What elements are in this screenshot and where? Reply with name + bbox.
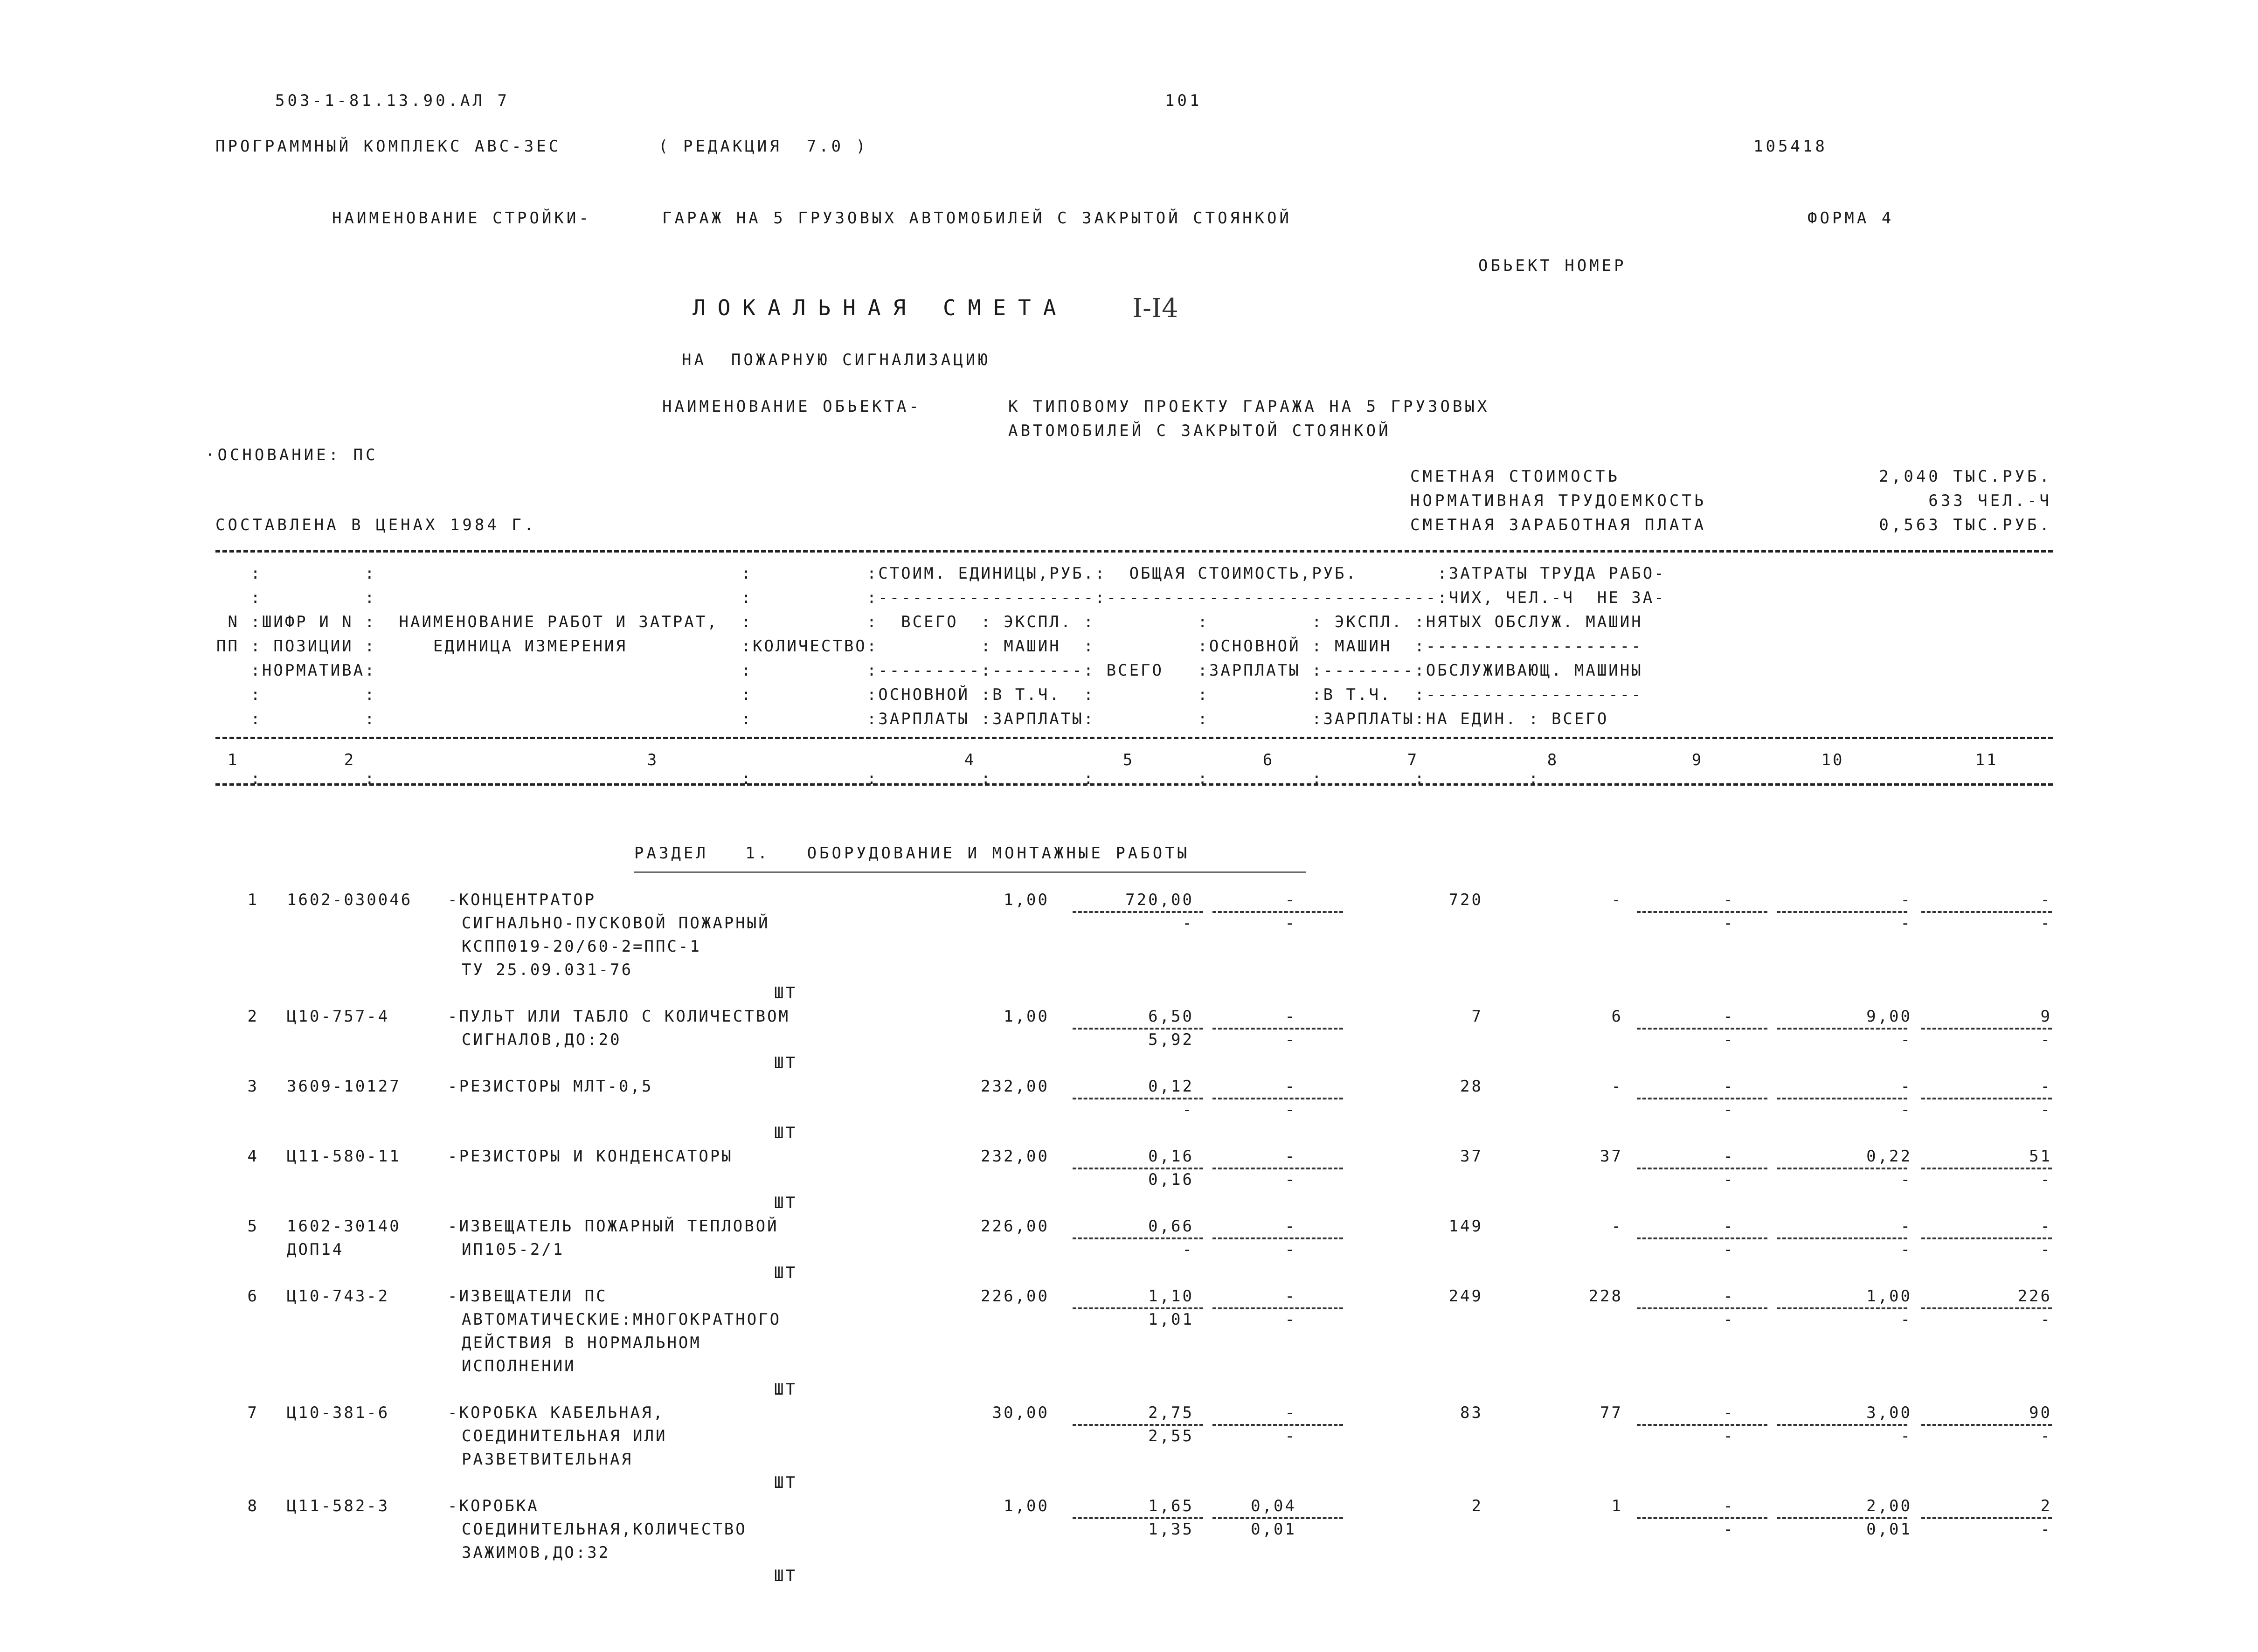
summary-label-cost: СМЕТНАЯ СТОИМОСТЬ xyxy=(1410,467,1620,486)
subtotal-rule xyxy=(1637,1424,1767,1426)
page-number: 101 xyxy=(1165,91,1202,110)
row-unit-machine: - xyxy=(1285,1007,1296,1026)
row-machine: - xyxy=(1723,1497,1735,1515)
row-unit: ШТ xyxy=(774,1124,797,1142)
row-labor-total: - xyxy=(2040,1077,2052,1096)
row-labor-total: 226 xyxy=(2017,1287,2052,1306)
row-unit-machine-wage: - xyxy=(1285,1170,1296,1189)
row-unit-wage: 5,92 xyxy=(1148,1030,1194,1049)
subtotal-rule xyxy=(1777,911,1907,913)
column-number: 4 xyxy=(964,751,976,769)
doc-code: 503-1-81.13.90.АЛ 7 xyxy=(275,91,510,110)
row-machine-wage: - xyxy=(1723,1310,1735,1329)
row-wage: 6 xyxy=(1611,1007,1623,1026)
row-code: Ц10-381-6 xyxy=(287,1403,390,1422)
subtotal-rule xyxy=(1777,1307,1907,1309)
row-name-line: ДЕЙСТВИЯ В НОРМАЛЬНОМ xyxy=(462,1334,701,1352)
row-unit: ШТ xyxy=(774,1567,797,1585)
row-name-line: РАЗВЕТВИТЕЛЬНАЯ xyxy=(462,1450,633,1469)
row-unit-total: 1,65 xyxy=(1148,1497,1194,1515)
row-labor-service-unit: - xyxy=(1900,1310,1912,1329)
column-number: 11 xyxy=(1975,751,1998,769)
row-machine-wage: - xyxy=(1723,1030,1735,1049)
row-machine: - xyxy=(1723,1217,1735,1236)
program-edition: ( РЕДАКЦИЯ 7.0 ) xyxy=(658,137,868,156)
row-unit: ШТ xyxy=(774,1473,797,1492)
row-machine: - xyxy=(1723,1007,1735,1026)
row-labor-total: 9 xyxy=(2040,1007,2052,1026)
row-labor-service-total: - xyxy=(2040,1170,2052,1189)
subtotal-rule xyxy=(1073,1307,1203,1309)
row-name-line: СИГНАЛЬНО-ПУСКОВОЙ ПОЖАРНЫЙ xyxy=(462,914,770,933)
row-wage: 77 xyxy=(1600,1403,1623,1422)
subtotal-rule xyxy=(1073,1028,1203,1030)
row-name-line: КСПП019-20/60-2=ППС-1 xyxy=(462,937,701,956)
table-header-line: : : : :ОСНОВНОЙ :В Т.Ч. : : :В Т.Ч. :------------------- xyxy=(216,685,1643,704)
row-quantity: 232,00 xyxy=(981,1147,1049,1166)
row-labor-unit: 0,22 xyxy=(1866,1147,1912,1166)
row-unit-wage: 0,16 xyxy=(1148,1170,1194,1189)
summary-value-wage: 0,563 ТЫС.РУБ. xyxy=(1879,516,2052,534)
row-quantity: 30,00 xyxy=(992,1403,1049,1422)
row-unit-machine-wage: - xyxy=(1285,1240,1296,1259)
row-name-line: СИГНАЛОВ,ДО:20 xyxy=(462,1030,622,1049)
row-total: 720 xyxy=(1448,891,1483,909)
column-number: 6 xyxy=(1262,751,1274,769)
row-code: Ц10-757-4 xyxy=(287,1007,390,1026)
row-number: 8 xyxy=(247,1497,259,1515)
subtotal-rule xyxy=(1637,1237,1767,1239)
column-number-separators: : : : : : : : : : : xyxy=(216,769,1655,788)
row-name-line: СОЕДИНИТЕЛЬНАЯ ИЛИ xyxy=(462,1427,667,1445)
subtotal-rule xyxy=(1212,1098,1343,1099)
row-unit: ШТ xyxy=(774,1264,797,1282)
summary-value-labor: 633 ЧЕЛ.-Ч xyxy=(1928,491,2052,510)
row-labor-service-unit: - xyxy=(1900,1170,1912,1189)
row-quantity: 1,00 xyxy=(1004,1007,1049,1026)
row-machine: - xyxy=(1723,1077,1735,1096)
estimate-title: ЛОКАЛЬНАЯ СМЕТА xyxy=(693,295,1068,320)
subtotal-rule xyxy=(1637,1307,1767,1309)
row-labor-service-total: - xyxy=(2040,914,2052,933)
row-machine-wage: - xyxy=(1723,1427,1735,1445)
row-labor-unit: - xyxy=(1900,1077,1912,1096)
row-name-line: ИП105-2/1 xyxy=(462,1240,565,1259)
row-code: 1602-030046 xyxy=(287,891,413,909)
row-number: 5 xyxy=(247,1217,259,1236)
form-label: ФОРМА 4 xyxy=(1808,209,1894,228)
row-quantity: 226,00 xyxy=(981,1217,1049,1236)
row-total: 7 xyxy=(1471,1007,1483,1026)
row-unit: ШТ xyxy=(774,1054,797,1072)
object-name-line-1: К ТИПОВОМУ ПРОЕКТУ ГАРАЖА НА 5 ГРУЗОВЫХ xyxy=(1008,397,1490,416)
row-machine-wage: - xyxy=(1723,914,1735,933)
row-total: 249 xyxy=(1448,1287,1483,1306)
row-name-line: -КОНЦЕНТРАТОР xyxy=(448,891,596,909)
row-wage: 228 xyxy=(1588,1287,1623,1306)
doc-number: 105418 xyxy=(1753,137,1828,156)
row-unit-machine-wage: 0,01 xyxy=(1251,1520,1296,1539)
table-header-line: : : : :-------------------:-----------------------------:ЧИХ, ЧЕЛ.-Ч НЕ ЗА- xyxy=(216,588,1666,607)
row-labor-unit: - xyxy=(1900,1217,1912,1236)
row-name-line: ЗАЖИМОВ,ДО:32 xyxy=(462,1543,610,1562)
row-labor-unit: 1,00 xyxy=(1866,1287,1912,1306)
row-labor-unit: 9,00 xyxy=(1866,1007,1912,1026)
column-number: 7 xyxy=(1407,751,1419,769)
subtotal-rule xyxy=(1777,1098,1907,1099)
subtotal-rule xyxy=(1637,1517,1767,1519)
column-number: 10 xyxy=(1821,751,1844,769)
subtotal-rule xyxy=(1212,1307,1343,1309)
row-quantity: 226,00 xyxy=(981,1287,1049,1306)
subtotal-rule xyxy=(1921,1237,2052,1239)
table-header-line: : : : :СТОИМ. ЕДИНИЦЫ,РУБ.: ОБЩАЯ СТОИМОСТЬ,РУБ. :ЗАТРАТЫ ТРУДА РАБО- xyxy=(216,564,1666,583)
subtotal-rule xyxy=(1637,1168,1767,1169)
row-total: 83 xyxy=(1460,1403,1483,1422)
row-unit-total: 0,16 xyxy=(1148,1147,1194,1166)
row-name-line: -РЕЗИСТОРЫ МЛТ-0,5 xyxy=(448,1077,653,1096)
row-unit-wage: 1,35 xyxy=(1148,1520,1194,1539)
row-total: 28 xyxy=(1460,1077,1483,1096)
basis: ·ОСНОВАНИЕ: ПС xyxy=(205,446,378,464)
subtotal-rule xyxy=(1212,1424,1343,1426)
subtotal-rule xyxy=(1073,1098,1203,1099)
row-number: 7 xyxy=(247,1403,259,1422)
section-underline xyxy=(634,871,1306,873)
row-machine-wage: - xyxy=(1723,1170,1735,1189)
subtotal-rule xyxy=(1921,911,2052,913)
row-unit-machine-wage: - xyxy=(1285,1310,1296,1329)
row-labor-service-unit: - xyxy=(1900,1030,1912,1049)
table-header-line: :НОРМАТИВА: : :---------:--------: ВСЕГО :ЗАРПЛАТЫ :--------:ОБСЛУЖИВАЮЩ. МАШИНЫ xyxy=(216,661,1643,680)
row-quantity: 1,00 xyxy=(1004,1497,1049,1515)
row-name-line: СОЕДИНИТЕЛЬНАЯ,КОЛИЧЕСТВО xyxy=(462,1520,747,1539)
row-number: 1 xyxy=(247,891,259,909)
row-number: 3 xyxy=(247,1077,259,1096)
summary-label-labor: НОРМАТИВНАЯ ТРУДОЕМКОСТЬ xyxy=(1410,491,1707,510)
subtotal-rule xyxy=(1777,1517,1907,1519)
row-machine: - xyxy=(1723,891,1735,909)
row-machine: - xyxy=(1723,1287,1735,1306)
row-number: 2 xyxy=(247,1007,259,1026)
subtotal-rule xyxy=(1212,1517,1343,1519)
row-labor-service-total: - xyxy=(2040,1100,2052,1119)
row-name-line: -ИЗВЕЩАТЕЛИ ПС xyxy=(448,1287,608,1306)
row-total: 37 xyxy=(1460,1147,1483,1166)
row-unit: ШТ xyxy=(774,1380,797,1399)
row-unit-machine-wage: - xyxy=(1285,914,1296,933)
row-unit-total: 720,00 xyxy=(1125,891,1194,909)
row-unit: ШТ xyxy=(774,984,797,1002)
row-name-line: -ПУЛЬТ ИЛИ ТАБЛО С КОЛИЧЕСТВОМ xyxy=(448,1007,790,1026)
row-code: 3609-10127 xyxy=(287,1077,401,1096)
row-name-line: -РЕЗИСТОРЫ И КОНДЕНСАТОРЫ xyxy=(448,1147,733,1166)
row-name-line: АВТОМАТИЧЕСКИЕ:МНОГОКРАТНОГО xyxy=(462,1310,782,1329)
price-basis: СОСТАВЛЕНА В ЦЕНАХ 1984 Г. xyxy=(215,516,537,534)
construction-name: ГАРАЖ НА 5 ГРУЗОВЫХ АВТОМОБИЛЕЙ С ЗАКРЫТОЙ СТОЯНКОЙ xyxy=(662,209,1292,228)
row-unit-wage: - xyxy=(1182,1240,1194,1259)
object-number-label: ОБЬЕКТ НОМЕР xyxy=(1478,256,1627,275)
row-unit-machine: 0,04 xyxy=(1251,1497,1296,1515)
row-name-line: ИСПОЛНЕНИИ xyxy=(462,1357,576,1376)
row-unit-machine-wage: - xyxy=(1285,1427,1296,1445)
subtotal-rule xyxy=(1073,911,1203,913)
section-title: РАЗДЕЛ 1. ОБОРУДОВАНИЕ И МОНТАЖНЫЕ РАБОТЫ xyxy=(634,844,1190,863)
subtotal-rule xyxy=(1212,1028,1343,1030)
row-number: 6 xyxy=(247,1287,259,1306)
row-unit-machine: - xyxy=(1285,1077,1296,1096)
row-labor-total: 51 xyxy=(2029,1147,2052,1166)
row-labor-total: - xyxy=(2040,1217,2052,1236)
row-code: 1602-30140 xyxy=(287,1217,401,1236)
row-labor-service-unit: - xyxy=(1900,914,1912,933)
row-unit-machine: - xyxy=(1285,1287,1296,1306)
subtotal-rule xyxy=(1921,1168,2052,1169)
subtotal-rule xyxy=(1073,1424,1203,1426)
row-number: 4 xyxy=(247,1147,259,1166)
row-total: 2 xyxy=(1471,1497,1483,1515)
column-number: 2 xyxy=(344,751,356,769)
object-name-line-2: АВТОМОБИЛЕЙ С ЗАКРЫТОЙ СТОЯНКОЙ xyxy=(1008,422,1391,440)
row-name-line: ТУ 25.09.031-76 xyxy=(462,961,633,979)
header-rule xyxy=(215,737,2053,739)
row-labor-service-unit: - xyxy=(1900,1100,1912,1119)
row-unit-total: 2,75 xyxy=(1148,1403,1194,1422)
row-unit-total: 1,10 xyxy=(1148,1287,1194,1306)
column-number: 3 xyxy=(647,751,659,769)
subtotal-rule xyxy=(1637,911,1767,913)
row-wage: - xyxy=(1611,1077,1623,1096)
row-labor-service-total: - xyxy=(2040,1520,2052,1539)
object-label: НАИМЕНОВАНИЕ ОБЬЕКТА- xyxy=(662,397,921,416)
column-number: 1 xyxy=(227,751,239,769)
column-number: 5 xyxy=(1122,751,1135,769)
subtotal-rule xyxy=(1921,1307,2052,1309)
row-unit-machine: - xyxy=(1285,1147,1296,1166)
row-code-extra: ДОП14 xyxy=(287,1240,344,1259)
column-number: 8 xyxy=(1547,751,1559,769)
row-unit-wage: - xyxy=(1182,1100,1194,1119)
subtotal-rule xyxy=(1921,1424,2052,1426)
subtotal-rule xyxy=(1637,1028,1767,1030)
estimate-number: I-I4 xyxy=(1132,293,1178,324)
row-name-line: -ИЗВЕЩАТЕЛЬ ПОЖАРНЫЙ ТЕПЛОВОЙ xyxy=(448,1217,779,1236)
subtotal-rule xyxy=(1777,1028,1907,1030)
row-wage: - xyxy=(1611,1217,1623,1236)
row-labor-unit: 2,00 xyxy=(1866,1497,1912,1515)
row-code: Ц10-743-2 xyxy=(287,1287,390,1306)
row-quantity: 232,00 xyxy=(981,1077,1049,1096)
row-labor-unit: 3,00 xyxy=(1866,1403,1912,1422)
row-unit-machine: - xyxy=(1285,1217,1296,1236)
row-unit-total: 0,12 xyxy=(1148,1077,1194,1096)
program-name: ПРОГРАММНЫЙ КОМПЛЕКС АВС-3ЕС xyxy=(215,137,561,156)
row-code: Ц11-580-11 xyxy=(287,1147,401,1166)
subtotal-rule xyxy=(1073,1168,1203,1169)
subtotal-rule xyxy=(1073,1517,1203,1519)
row-unit-total: 0,66 xyxy=(1148,1217,1194,1236)
column-number: 9 xyxy=(1691,751,1704,769)
row-labor-service-total: - xyxy=(2040,1427,2052,1445)
row-unit-machine: - xyxy=(1285,891,1296,909)
row-labor-service-unit: 0,01 xyxy=(1866,1520,1912,1539)
row-labor-service-total: - xyxy=(2040,1240,2052,1259)
subtotal-rule xyxy=(1921,1517,2052,1519)
row-machine-wage: - xyxy=(1723,1100,1735,1119)
row-labor-total: 2 xyxy=(2040,1497,2052,1515)
subtotal-rule xyxy=(1637,1098,1767,1099)
row-wage: 37 xyxy=(1600,1147,1623,1166)
subtotal-rule xyxy=(1777,1237,1907,1239)
summary-value-cost: 2,040 ТЫС.РУБ. xyxy=(1879,467,2052,486)
row-labor-total: 90 xyxy=(2029,1403,2052,1422)
row-unit-machine-wage: - xyxy=(1285,1100,1296,1119)
row-unit-machine-wage: - xyxy=(1285,1030,1296,1049)
table-bottom-rule xyxy=(215,783,2053,786)
table-header-line: : : : :ЗАРПЛАТЫ :ЗАРПЛАТЫ: : :ЗАРПЛАТЫ:НА ЕДИН. : ВСЕГО xyxy=(216,710,1609,728)
row-wage: - xyxy=(1611,891,1623,909)
row-quantity: 1,00 xyxy=(1004,891,1049,909)
subtotal-rule xyxy=(1212,911,1343,913)
row-unit: ШТ xyxy=(774,1194,797,1212)
subtotal-rule xyxy=(1777,1424,1907,1426)
row-name-line: -КОРОБКА xyxy=(448,1497,539,1515)
row-unit-wage: 1,01 xyxy=(1148,1310,1194,1329)
subtotal-rule xyxy=(1921,1028,2052,1030)
row-unit-total: 6,50 xyxy=(1148,1007,1194,1026)
subtotal-rule xyxy=(1212,1168,1343,1169)
row-machine-wage: - xyxy=(1723,1240,1735,1259)
row-labor-service-total: - xyxy=(2040,1310,2052,1329)
row-machine: - xyxy=(1723,1403,1735,1422)
construction-label: НАИМЕНОВАНИЕ СТРОЙКИ- xyxy=(332,209,591,228)
row-wage: 1 xyxy=(1611,1497,1623,1515)
row-name-line: -КОРОБКА КАБЕЛЬНАЯ, xyxy=(448,1403,665,1422)
subtotal-rule xyxy=(1073,1237,1203,1239)
summary-label-wage: СМЕТНАЯ ЗАРАБОТНАЯ ПЛАТА xyxy=(1410,516,1707,534)
table-top-rule xyxy=(215,550,2053,553)
estimate-subject: НА ПОЖАРНУЮ СИГНАЛИЗАЦИЮ xyxy=(682,351,990,369)
row-machine: - xyxy=(1723,1147,1735,1166)
row-labor-total: - xyxy=(2040,891,2052,909)
subtotal-rule xyxy=(1212,1237,1343,1239)
row-total: 149 xyxy=(1448,1217,1483,1236)
subtotal-rule xyxy=(1777,1168,1907,1169)
row-machine-wage: - xyxy=(1723,1520,1735,1539)
row-unit-wage: 2,55 xyxy=(1148,1427,1194,1445)
table-header-line: ПП : ПОЗИЦИИ : ЕДИНИЦА ИЗМЕРЕНИЯ :КОЛИЧЕСТВО: : МАШИН : :ОСНОВНОЙ : МАШИН :------------------- xyxy=(216,637,1643,656)
row-code: Ц11-582-3 xyxy=(287,1497,390,1515)
row-labor-service-total: - xyxy=(2040,1030,2052,1049)
row-unit-machine: - xyxy=(1285,1403,1296,1422)
table-header-line: N :ШИФР И N : НАИМЕНОВАНИЕ РАБОТ И ЗАТРАТ, : : ВСЕГО : ЭКСПЛ. : : : ЭКСПЛ. :НЯТЫХ ОБСЛУЖ. МАШИН xyxy=(216,613,1643,631)
subtotal-rule xyxy=(1921,1098,2052,1099)
row-unit-wage: - xyxy=(1182,914,1194,933)
row-labor-service-unit: - xyxy=(1900,1240,1912,1259)
row-labor-unit: - xyxy=(1900,891,1912,909)
row-labor-service-unit: - xyxy=(1900,1427,1912,1445)
